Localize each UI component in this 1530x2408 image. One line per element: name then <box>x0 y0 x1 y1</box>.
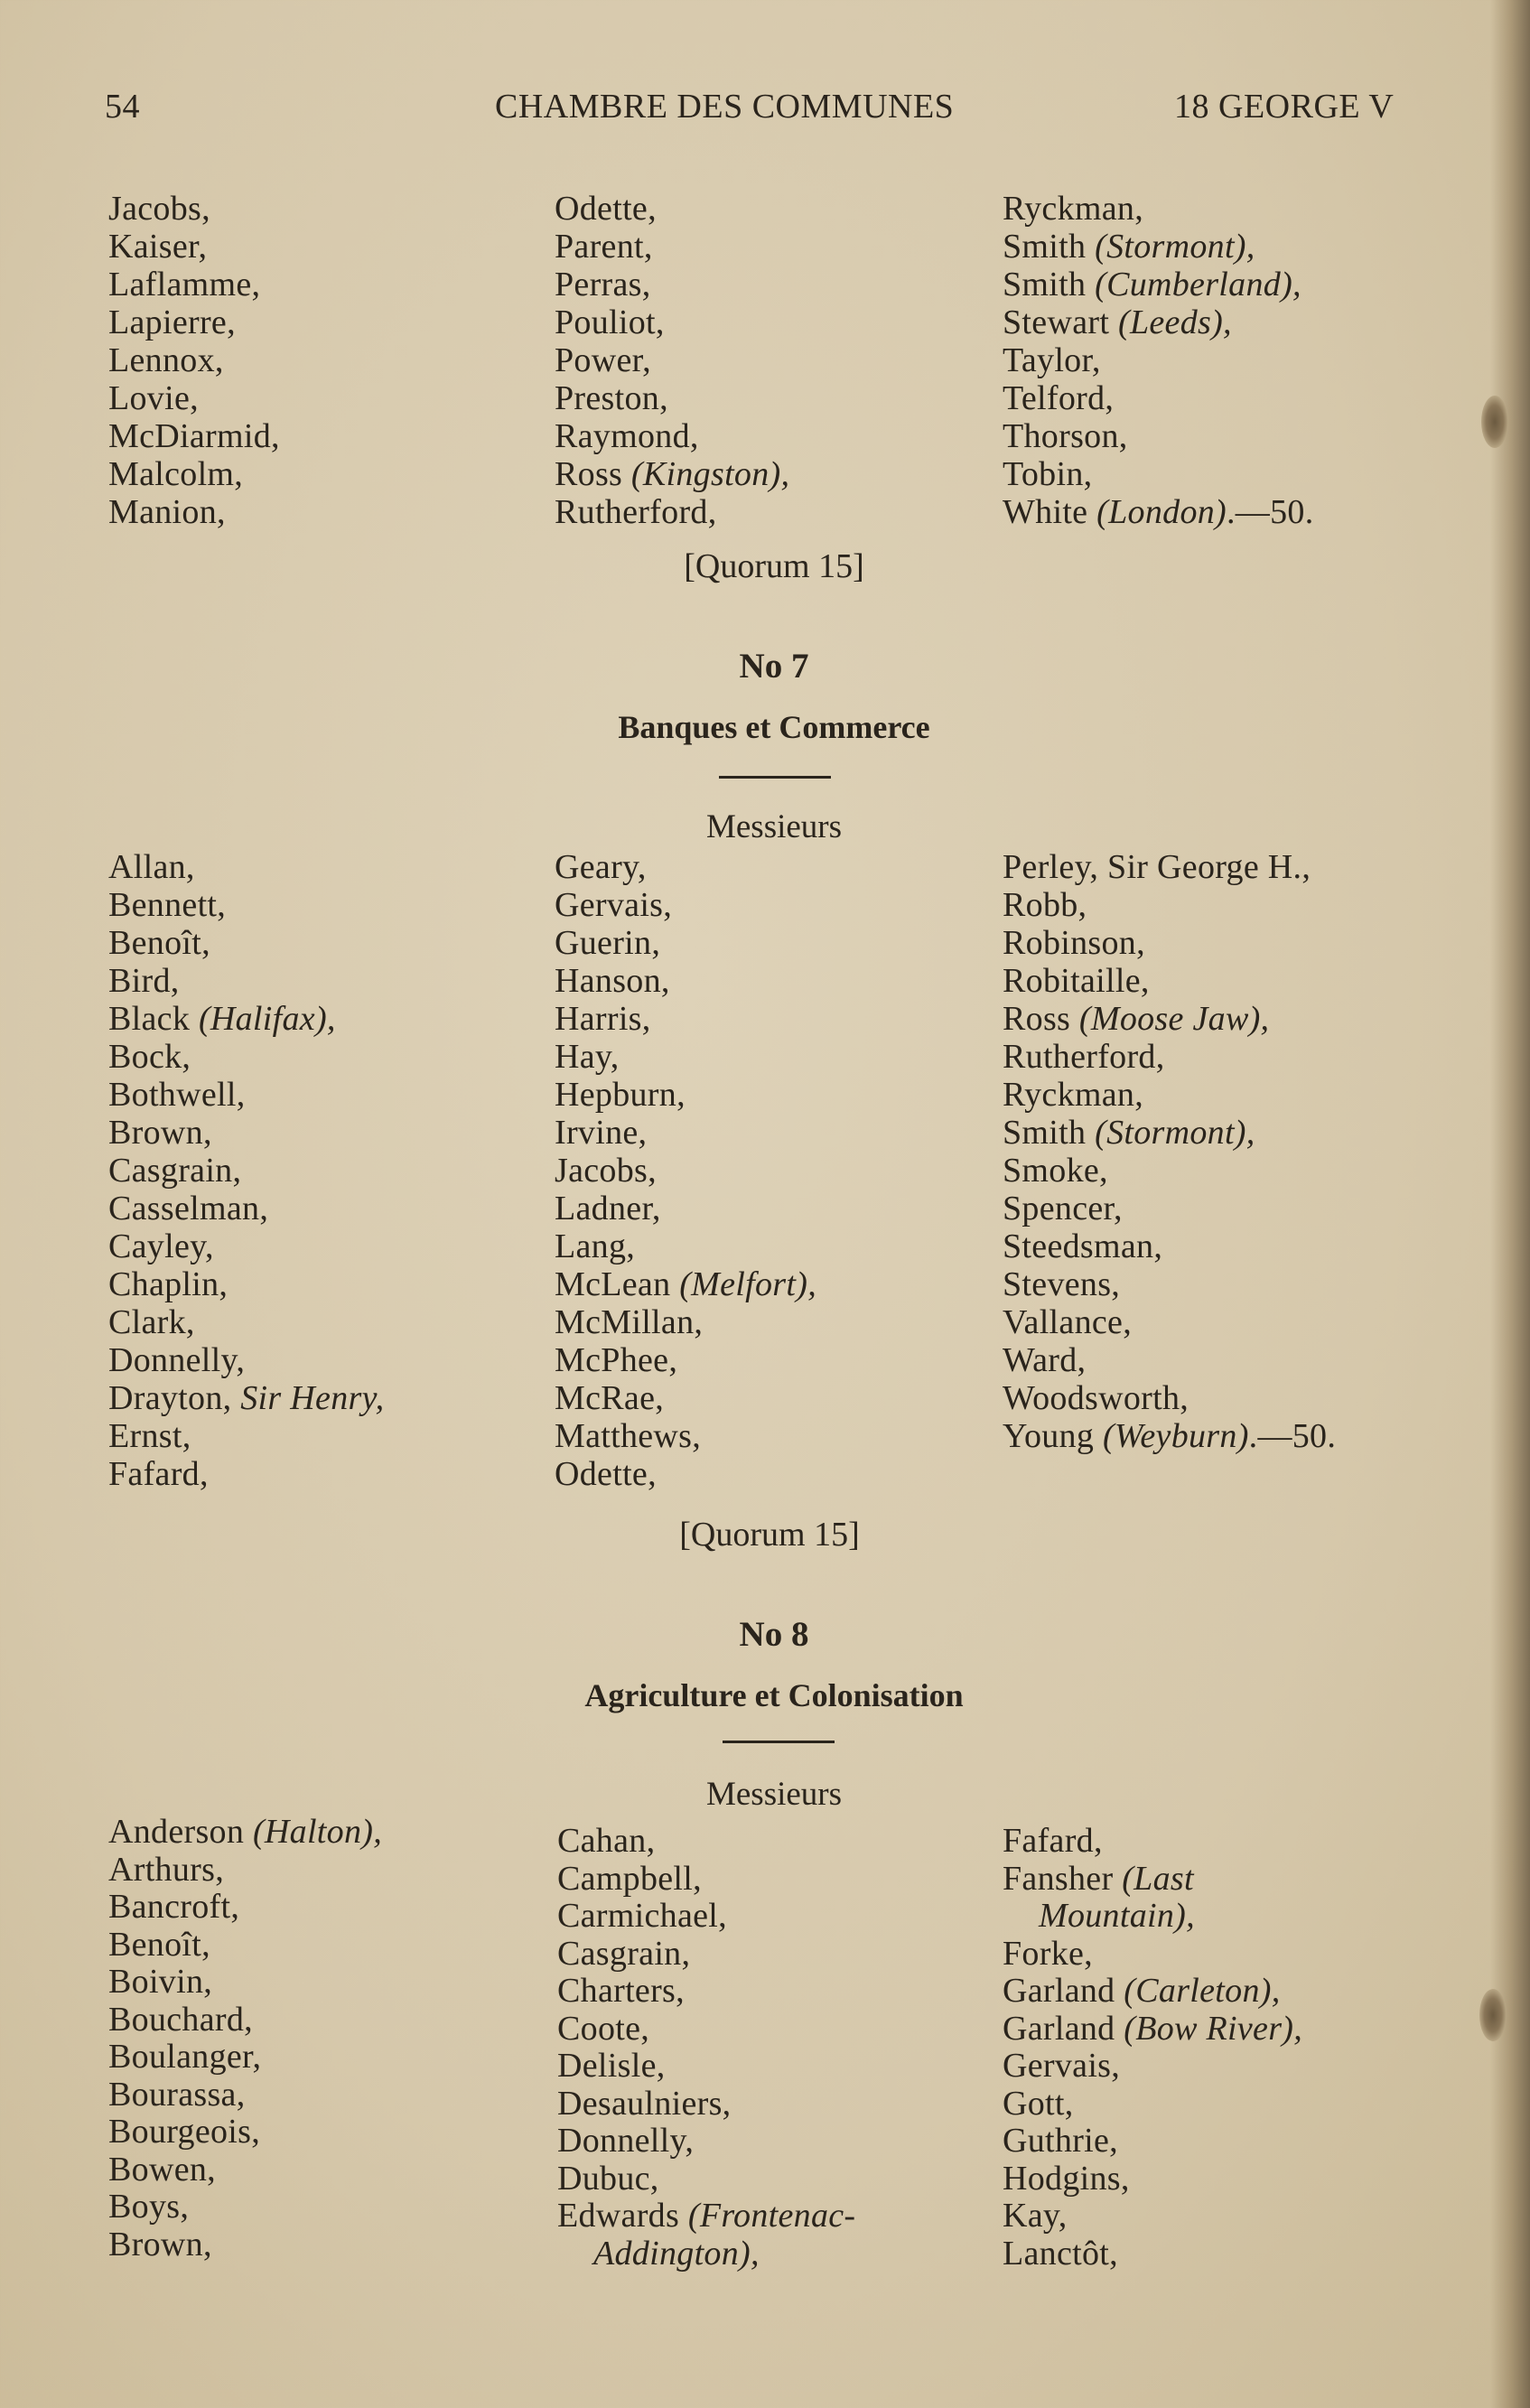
member-entry <box>1003 2123 1302 2161</box>
section-rule <box>723 1741 835 1743</box>
member-entry <box>1003 2161 1302 2198</box>
member-entry <box>555 417 789 455</box>
member-name: Preston, <box>555 379 668 417</box>
member-name: Lovie, <box>108 379 199 417</box>
member-entry <box>108 2077 382 2114</box>
member-name: Boys, <box>108 2188 190 2226</box>
member-name: Ryckman, <box>1003 190 1144 228</box>
member-entry <box>555 341 789 379</box>
member-entry <box>1003 1973 1302 2011</box>
member-entry <box>108 1889 382 1927</box>
member-name: Garland <box>1003 2009 1124 2048</box>
member-name: Parent, <box>555 228 653 266</box>
member-entry <box>108 2114 382 2151</box>
member-riding: (Halifax), <box>198 1000 336 1038</box>
member-entry <box>555 1114 816 1152</box>
binding-hole <box>1479 1989 1507 2041</box>
member-entry <box>108 1927 382 1965</box>
member-entry <box>555 886 816 924</box>
member-name: Casgrain, <box>557 1934 691 1973</box>
member-name: Perley, Sir George H., <box>1003 848 1311 886</box>
member-name: Ward, <box>1003 1341 1087 1379</box>
member-name: Forke, <box>1003 1934 1093 1973</box>
member-entry <box>1003 1152 1336 1190</box>
member-name: Stewart <box>1003 303 1118 341</box>
member-name: Lennox, <box>108 341 224 379</box>
member-entry <box>557 2161 855 2198</box>
continued-members-col-3 <box>1003 190 1314 531</box>
member-entry <box>1003 266 1314 303</box>
member-name: Carmichael, <box>557 1897 727 1935</box>
member-name: Harris, <box>555 1000 651 1038</box>
quorum-note: [Quorum 15] <box>684 547 864 585</box>
member-name: Anderson <box>108 1813 253 1851</box>
member-name: Hay, <box>555 1038 620 1076</box>
member-name: Spencer, <box>1003 1190 1123 1227</box>
member-entry <box>555 924 816 962</box>
member-riding: (Leeds), <box>1117 303 1232 341</box>
member-entry <box>1003 1114 1336 1152</box>
member-name: Stevens, <box>1003 1265 1121 1303</box>
member-name: Telford, <box>1003 379 1115 417</box>
member-entry <box>557 1936 855 1974</box>
member-entry <box>1003 1000 1336 1038</box>
member-entry <box>108 1000 384 1038</box>
member-entry <box>555 1265 816 1303</box>
member-entry <box>108 1076 384 1114</box>
member-name: McDiarmid, <box>108 417 280 455</box>
member-entry <box>108 886 384 924</box>
committee7-members-col-1 <box>108 848 384 1493</box>
member-entry <box>108 190 280 228</box>
member-name: Jacobs, <box>108 190 210 228</box>
member-name: Hodgins, <box>1003 2159 1130 2198</box>
member-entry <box>108 1265 384 1303</box>
member-entry <box>557 2198 855 2273</box>
member-name: Bancroft, <box>108 1888 240 1926</box>
member-name: Campbell, <box>557 1859 702 1898</box>
member-name: Geary, <box>555 848 647 886</box>
member-entry <box>108 1455 384 1493</box>
member-name: Desaulniers, <box>557 2084 732 2123</box>
member-riding: Sir Henry, <box>240 1379 385 1417</box>
member-name: Bourassa, <box>108 2075 246 2114</box>
committee-title: Agriculture et Colonisation <box>584 1677 964 1713</box>
member-name: Rutherford, <box>555 493 717 531</box>
member-name: Smith <box>1003 228 1096 266</box>
member-entry <box>557 1861 855 1899</box>
member-name: Taylor, <box>1003 341 1101 379</box>
member-riding: (Kingston), <box>630 455 790 493</box>
member-name: Black <box>108 1000 199 1038</box>
running-header <box>0 87 1530 132</box>
member-name: Tobin, <box>1003 455 1093 493</box>
member-name: Robinson, <box>1003 924 1145 962</box>
member-entry <box>1003 379 1314 417</box>
member-entry <box>108 2039 382 2077</box>
member-entry <box>1003 848 1336 886</box>
member-name: Ross <box>1003 1000 1079 1038</box>
member-riding: (Melfort), <box>679 1265 816 1303</box>
member-name: Casselman, <box>108 1190 269 1227</box>
member-name: Gervais, <box>1003 2047 1121 2085</box>
member-name: Fafard, <box>108 1455 209 1493</box>
member-name: Guthrie, <box>1003 2122 1118 2160</box>
member-name: Rutherford, <box>1003 1038 1165 1076</box>
member-entry <box>1003 1227 1336 1265</box>
member-entry <box>108 924 384 962</box>
member-entry <box>108 1814 382 1852</box>
member-name: Donnelly, <box>108 1341 246 1379</box>
member-entry <box>555 1455 816 1493</box>
member-name: Odette, <box>555 190 657 228</box>
member-entry <box>555 455 789 493</box>
member-entry <box>108 848 384 886</box>
member-entry <box>108 341 280 379</box>
member-name: Smith <box>1003 266 1096 303</box>
member-name: Benoît, <box>108 924 210 962</box>
member-entry <box>108 1341 384 1379</box>
member-entry <box>108 2151 382 2189</box>
member-name: White <box>1003 493 1097 531</box>
member-entry <box>1003 1936 1302 1974</box>
member-entry <box>1003 303 1314 341</box>
member-name: Kay, <box>1003 2197 1068 2235</box>
member-name: Fansher <box>1003 1859 1123 1898</box>
member-entry <box>555 266 789 303</box>
member-name: Manion, <box>108 493 226 531</box>
page-edge-shadow <box>1490 0 1530 2408</box>
member-entry <box>555 1303 816 1341</box>
member-entry <box>555 1190 816 1227</box>
member-name: Arthurs, <box>108 1850 224 1889</box>
member-entry <box>1003 1076 1336 1114</box>
member-name: Edwards <box>557 2197 688 2235</box>
member-entry <box>555 848 816 886</box>
member-name: Hepburn, <box>555 1076 686 1114</box>
member-entry <box>555 228 789 266</box>
member-name: Smith <box>1003 1114 1096 1152</box>
continued-members-col-1 <box>108 190 280 531</box>
member-riding: (Bow River), <box>1124 2009 1303 2048</box>
committee-title: Banques et Commerce <box>618 709 930 745</box>
member-name: Bourgeois, <box>108 2113 261 2151</box>
member-entry <box>1003 2086 1302 2123</box>
committee-number: No 8 <box>739 1615 809 1654</box>
committee8-members-col-1 <box>108 1814 382 2263</box>
member-name: Lang, <box>555 1227 636 1265</box>
member-name: Bouchard, <box>108 2000 253 2039</box>
member-entry <box>108 1114 384 1152</box>
committee7-members-col-3 <box>1003 848 1336 1455</box>
chamber-title: CHAMBRE DES COMMUNES <box>495 88 955 126</box>
committee8-members-col-2 <box>557 1823 855 2273</box>
member-entry <box>108 1379 384 1417</box>
member-name: Lanctôt, <box>1003 2234 1118 2273</box>
member-entry <box>108 379 280 417</box>
messieurs-heading: Messieurs <box>705 808 843 845</box>
member-name: Bothwell, <box>108 1076 246 1114</box>
member-entry <box>1003 493 1314 531</box>
member-name: Chaplin, <box>108 1265 229 1303</box>
member-entry <box>108 2002 382 2039</box>
member-riding: (London) <box>1096 493 1227 531</box>
page-number: 54 <box>105 88 140 126</box>
committee7-members-col-2 <box>555 848 816 1493</box>
member-entry <box>108 962 384 1000</box>
member-name: Perras, <box>555 266 651 303</box>
member-name: Ross <box>555 455 631 493</box>
member-name: Ernst, <box>108 1417 191 1455</box>
member-name: Coote, <box>557 2009 650 2048</box>
member-name: Brown, <box>108 2225 212 2263</box>
member-entry <box>1003 1265 1336 1303</box>
member-riding: (Cumberland), <box>1095 266 1301 303</box>
member-name: Gott, <box>1003 2084 1074 2123</box>
member-entry <box>1003 228 1314 266</box>
member-name: Boulanger, <box>108 2038 262 2076</box>
member-entry <box>1003 190 1314 228</box>
member-riding: (Moose Jaw), <box>1078 1000 1270 1038</box>
member-entry <box>557 2048 855 2086</box>
member-name: Ladner, <box>555 1190 661 1227</box>
member-entry <box>557 2011 855 2049</box>
member-name: McPhee, <box>555 1341 678 1379</box>
member-entry <box>1003 1038 1336 1076</box>
member-total: .—50. <box>1248 1417 1337 1455</box>
member-name: Young <box>1003 1417 1103 1455</box>
member-name: Donnelly, <box>557 2122 695 2160</box>
member-entry <box>555 1341 816 1379</box>
member-entry <box>555 962 816 1000</box>
member-name: Vallance, <box>1003 1303 1133 1341</box>
member-name: Bock, <box>108 1038 191 1076</box>
member-name: Cahan, <box>557 1822 656 1860</box>
member-entry <box>1003 341 1314 379</box>
committee8-members-col-3 <box>1003 1823 1302 2273</box>
member-entry <box>557 2086 855 2123</box>
quorum-note: [Quorum 15] <box>679 1516 860 1554</box>
member-riding-continued: Addington), <box>593 2234 760 2273</box>
member-riding: (Last <box>1122 1859 1194 1898</box>
member-riding: (Carleton), <box>1124 1972 1281 2010</box>
member-entry <box>108 266 280 303</box>
binding-hole <box>1481 396 1508 448</box>
member-entry <box>1003 2011 1302 2049</box>
member-name: Cayley, <box>108 1227 214 1265</box>
member-name: Bennett, <box>108 886 227 924</box>
member-name: Charters, <box>557 1972 685 2010</box>
member-entry <box>1003 886 1336 924</box>
member-name: Dubuc, <box>557 2159 659 2198</box>
member-entry <box>1003 1379 1336 1417</box>
member-entry <box>555 493 789 531</box>
member-entry <box>108 493 280 531</box>
member-entry <box>108 1227 384 1265</box>
member-entry <box>555 1227 816 1265</box>
member-name: Boivin, <box>108 1963 213 2001</box>
member-riding: (Weyburn) <box>1102 1417 1249 1455</box>
messieurs-heading: Messieurs <box>705 1776 843 1813</box>
member-entry <box>108 1964 382 2002</box>
member-name: Raymond, <box>555 417 699 455</box>
member-entry <box>1003 417 1314 455</box>
member-entry <box>557 1973 855 2011</box>
member-entry <box>555 1038 816 1076</box>
member-riding: (Frontenac- <box>687 2197 856 2235</box>
member-total: .—50. <box>1227 493 1314 531</box>
member-entry <box>555 303 789 341</box>
member-entry <box>555 190 789 228</box>
member-entry <box>1003 1417 1336 1455</box>
member-name: Allan, <box>108 848 195 886</box>
member-entry <box>108 417 280 455</box>
member-name: McMillan, <box>555 1303 704 1341</box>
member-entry <box>108 455 280 493</box>
committee-number: No 7 <box>739 647 809 686</box>
member-name: Clark, <box>108 1303 195 1341</box>
member-name: Bird, <box>108 962 180 1000</box>
member-entry <box>108 303 280 341</box>
member-entry <box>108 1190 384 1227</box>
member-name: Hanson, <box>555 962 670 1000</box>
member-name: Robb, <box>1003 886 1087 924</box>
member-entry <box>1003 1823 1302 1861</box>
member-name: Robitaille, <box>1003 962 1150 1000</box>
member-name: Guerin, <box>555 924 661 962</box>
member-name: Bowen, <box>108 2150 216 2189</box>
member-name: Smoke, <box>1003 1152 1108 1190</box>
member-name: Irvine, <box>555 1114 648 1152</box>
member-entry <box>108 228 280 266</box>
member-entry <box>108 1417 384 1455</box>
member-name: McRae, <box>555 1379 665 1417</box>
member-entry <box>557 2123 855 2161</box>
member-entry <box>108 2226 382 2264</box>
member-entry <box>1003 1861 1302 1936</box>
member-riding: (Stormont), <box>1095 228 1255 266</box>
member-name: Garland <box>1003 1972 1124 2010</box>
member-name: Casgrain, <box>108 1152 242 1190</box>
member-name: Fafard, <box>1003 1822 1103 1860</box>
member-entry <box>1003 455 1314 493</box>
member-name: Jacobs, <box>555 1152 657 1190</box>
member-name: Kaiser, <box>108 228 208 266</box>
member-name: Benoît, <box>108 1925 210 1964</box>
member-entry <box>108 1152 384 1190</box>
member-entry <box>108 1852 382 1890</box>
member-riding: (Stormont), <box>1095 1114 1255 1152</box>
member-entry <box>108 1303 384 1341</box>
member-riding-continued: Mountain), <box>1039 1897 1195 1935</box>
member-entry <box>555 1152 816 1190</box>
member-name: Malcolm, <box>108 455 244 493</box>
member-entry <box>555 1417 816 1455</box>
member-entry <box>555 1076 816 1114</box>
member-name: Lapierre, <box>108 303 236 341</box>
member-name: Steedsman, <box>1003 1227 1163 1265</box>
member-entry <box>1003 2235 1302 2273</box>
member-entry <box>108 2189 382 2226</box>
member-entry <box>1003 2048 1302 2086</box>
section-rule <box>719 776 831 779</box>
regnal-year: 18 GEORGE V <box>1174 88 1395 126</box>
continued-members-col-2 <box>555 190 789 531</box>
member-entry <box>1003 962 1336 1000</box>
member-name: Brown, <box>108 1114 212 1152</box>
member-name: Thorson, <box>1003 417 1128 455</box>
member-entry <box>555 1379 816 1417</box>
member-entry <box>1003 1190 1336 1227</box>
member-entry <box>557 1823 855 1861</box>
member-riding: (Halton), <box>252 1813 383 1851</box>
member-name: Odette, <box>555 1455 657 1493</box>
member-entry <box>1003 1341 1336 1379</box>
member-entry <box>1003 924 1336 962</box>
member-name: Matthews, <box>555 1417 702 1455</box>
member-name: Delisle, <box>557 2047 666 2085</box>
member-entry <box>1003 2198 1302 2235</box>
member-name: Gervais, <box>555 886 673 924</box>
member-name: Woodsworth, <box>1003 1379 1189 1417</box>
member-name: Power, <box>555 341 651 379</box>
member-entry <box>555 1000 816 1038</box>
member-entry <box>557 1898 855 1936</box>
member-name: Ryckman, <box>1003 1076 1144 1114</box>
member-entry <box>555 379 789 417</box>
member-name: Drayton, <box>108 1379 241 1417</box>
member-entry <box>108 1038 384 1076</box>
member-name: Pouliot, <box>555 303 665 341</box>
member-name: Laflamme, <box>108 266 261 303</box>
member-name: McLean <box>555 1265 680 1303</box>
member-entry <box>1003 1303 1336 1341</box>
